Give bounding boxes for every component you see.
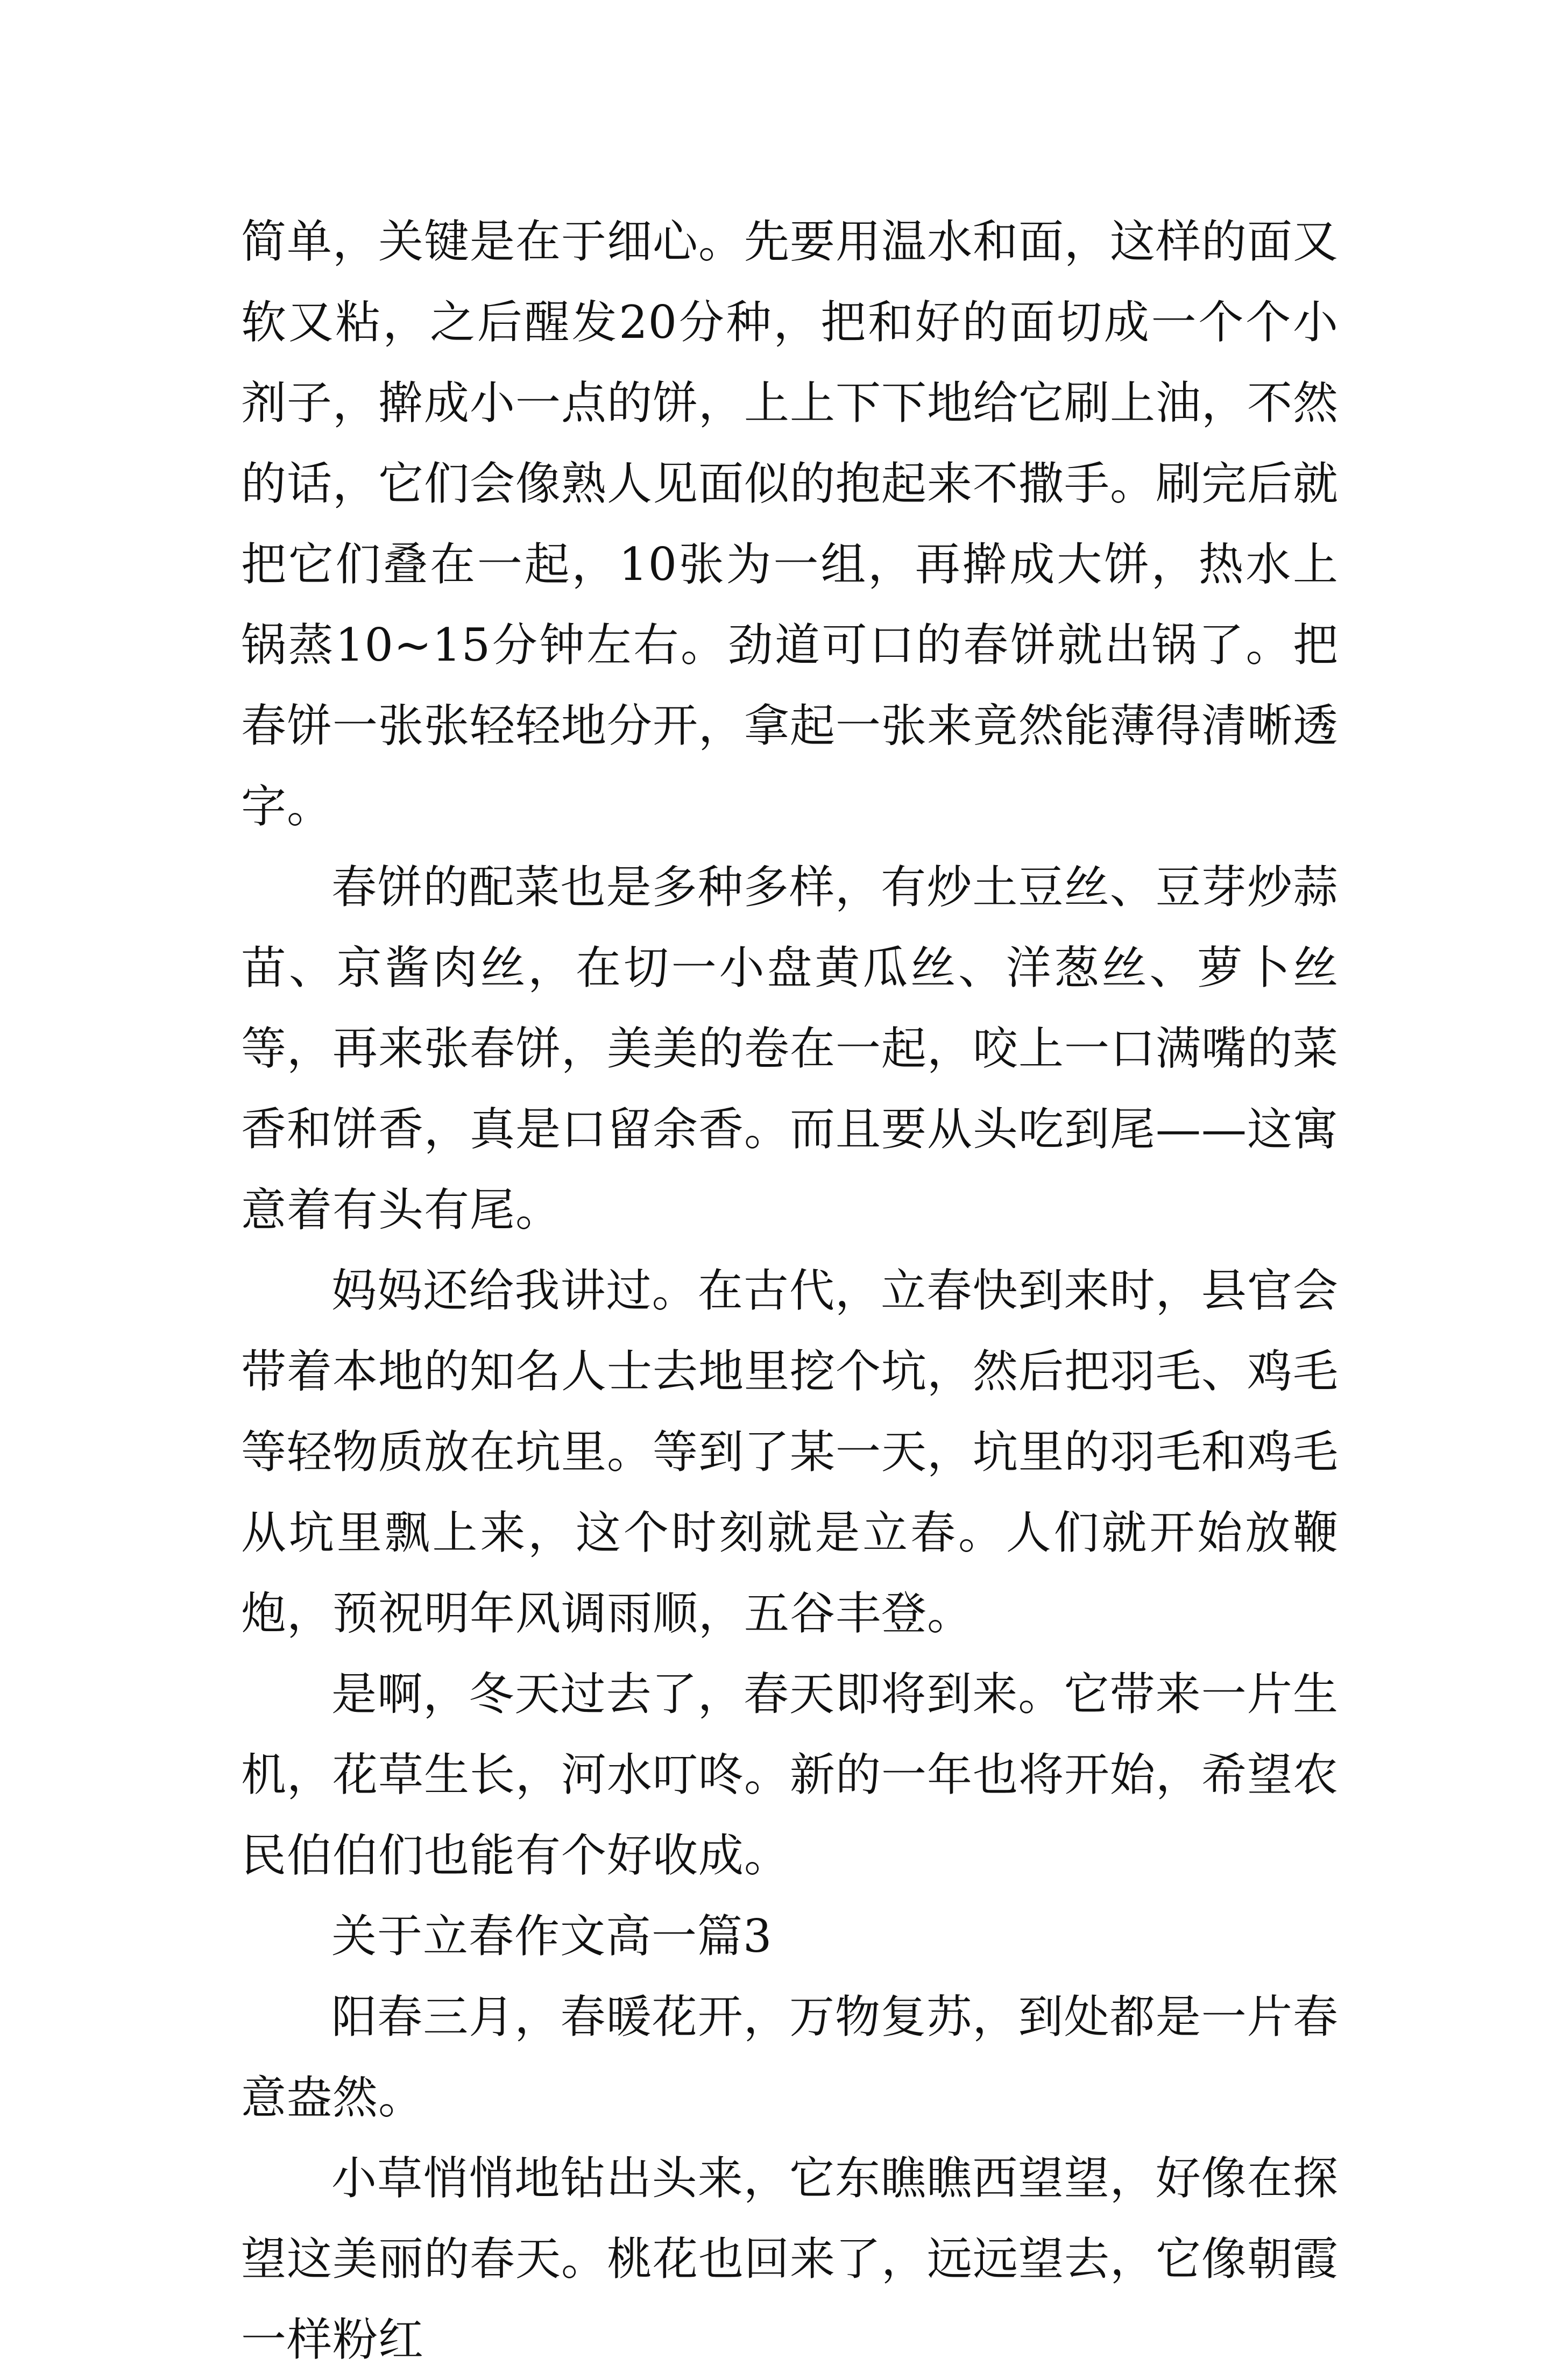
paragraph-grass: 小草悄悄地钻出头来，它东瞧瞧西望望，好像在探望这美丽的春天。桃花也回来了，远远望去，它像朝霞一样粉红: [241, 2152, 1339, 2366]
document-body: [241, 201, 1339, 2380]
paragraph-spring-arrives: 是啊，冬天过去了，春天即将到来。它带来一片生机，花草生长，河水叮咚。新的一年也将开始，希望农民伯伯们也能有个好收成。: [241, 1668, 1339, 1882]
paragraph-continuation: 简单，关键是在于细心。先要用温水和面，这样的面又软又粘，之后醒发20分种，把和好的面切成一个个小剂子，擀成小一点的饼，上上下下地给它刷上油，不然的话，它们会像熟人见面似的抱起来不撒手。刷完后就把它们叠在一起，10张为一组，再擀成大饼，热水上锅蒸10~15分钟左右。劲道可口的春饼就出锅了。把春饼一张张轻轻地分开，拿起一张来竟然能薄得清晰透字。: [241, 215, 1339, 833]
essay-heading: 关于立春作文高一篇3: [331, 1910, 773, 1963]
paragraph-ancient-custom: 妈妈还给我讲过。在古代，立春快到来时，县官会带着本地的知名人士去地里挖个坑，然后把羽毛、鸡毛等轻物质放在坑里。等到了某一天，坑里的羽毛和鸡毛从坑里飘上来，这个时刻就是立春。人们就开始放鞭炮，预祝明年风调雨顺，五谷丰登。: [241, 1264, 1339, 1640]
paragraph-march: 阳春三月，春暖花开，万物复苏，到处都是一片春意盎然。: [241, 1991, 1339, 2124]
paragraph-side-dishes: 春饼的配菜也是多种多样，有炒土豆丝、豆芽炒蒜苗、京酱肉丝，在切一小盘黄瓜丝、洋葱丝、萝卜丝等，再来张春饼，美美的卷在一起，咬上一口满嘴的菜香和饼香，真是口留余香。而且要从头吃到尾——这寓意着有头有尾。: [241, 861, 1339, 1236]
